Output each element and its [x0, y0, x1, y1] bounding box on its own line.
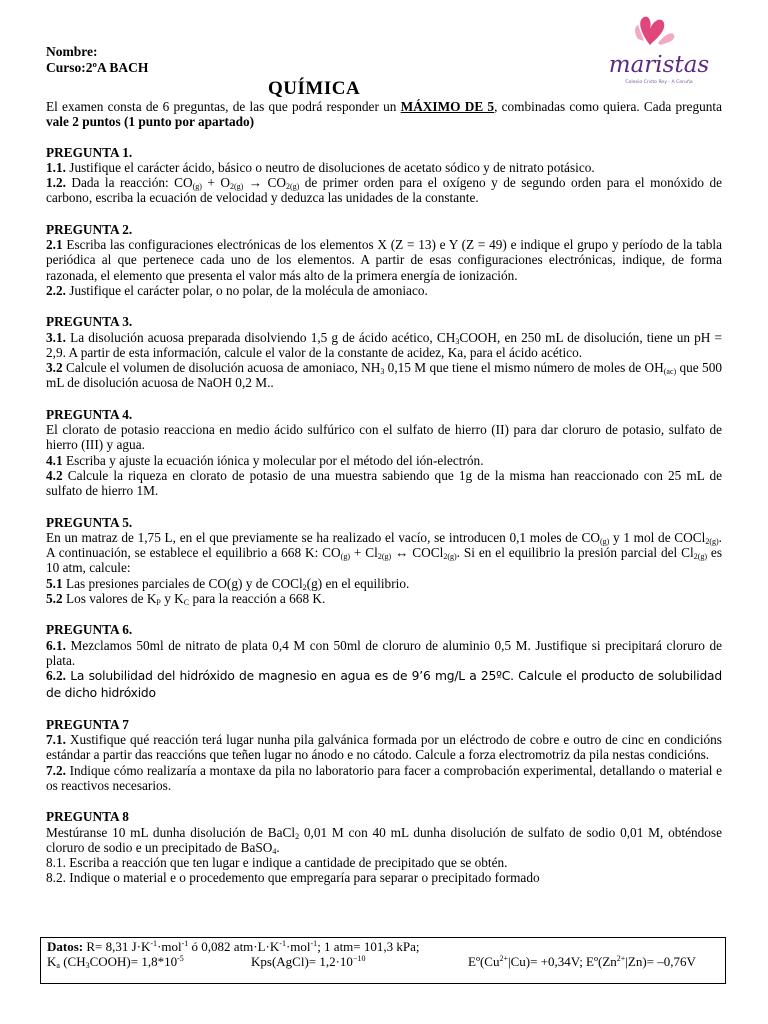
question-2-title: PREGUNTA 2. — [46, 221, 133, 237]
q3-1-number: 3.1. — [46, 329, 66, 345]
question-2-1 — [46, 237, 722, 283]
question-8-2: 8.2. Indique o material e o procedemento que empregaría para separar o precipitado formado — [46, 870, 540, 886]
question-6-2 — [46, 668, 722, 701]
q3-2-text-c: que 500 mL de disolución acuosa de NaOH 0,2 M.. — [46, 360, 722, 391]
data-label: Datos: — [47, 939, 84, 954]
q1-2-text-a: Dada la reacción: CO — [65, 175, 193, 191]
r-constant-d: ·mol — [285, 939, 311, 954]
q7-1-number: 7.1. — [46, 732, 66, 748]
r-sup1: -1 — [150, 939, 158, 948]
q2-1-text: Escriba las configuraciones electrónicas de los elementos X (Z = 13) e Y (Z = 49) e indique el grupo y período de la tabla periódica al que pertenece cada uno de los elementos. A partir de esas configuraciones electrónicas, indique, de forma razonada, el elemento que presenta el valor más alto de la primera energía de ionización. — [46, 237, 722, 283]
q1-1-text: Justifique el carácter ácido, básico o neutro de disoluciones de acetato sódico y de nitrato potásico. — [65, 159, 595, 175]
nombre-label: Nombre: — [46, 44, 98, 59]
r-sup3: -1 — [279, 939, 286, 948]
q4-2-text: Calcule la riqueza en clorato de potasio de una muestra sabiendo que 1g de la misma han reaccionado con 25 mL de sulfato de hierro 1M. — [46, 467, 722, 499]
q5-text-a: En un matraz de 1,75 L, en el que previamente se ha realizado el vacío, se introducen 0,1 moles de CO — [46, 529, 600, 545]
q8-text-a: Mestúranse 10 mL dunha disolución de BaCl — [46, 824, 296, 840]
q1-2-number: 1.2. — [46, 175, 66, 191]
e-sup2: 2+ — [616, 954, 626, 963]
kps-a: Kps(AgCl)= 1,2·10 — [251, 954, 353, 969]
q5-text-d: + Cl — [349, 545, 378, 561]
q7-2-number: 7.2. — [46, 762, 66, 778]
q5-2-text-a: Los valores de K — [62, 591, 157, 607]
q5-text-g: es 10 atm, calcule: — [46, 545, 722, 576]
q5-2-sub2: C — [183, 598, 190, 608]
data-row-constants — [47, 939, 719, 954]
q5-sub2: 2(g) — [705, 536, 719, 546]
maristas-logo — [598, 13, 720, 93]
q2-1-number: 2.1 — [46, 237, 63, 253]
q3-2-text-a: Calcule el volumen de disolución acuosa de amoniaco, NH — [62, 360, 381, 376]
q6-1-text: Mezclamos 50ml de nitrato de plata 0,4 M con 50ml de cloruro de aluminio 0,5 M. Justifique si precipitará cloruro de plata. — [46, 637, 722, 668]
q5-1-text-a: Las presiones parciales de CO(g) y de COCl — [62, 575, 303, 591]
e-b: |Cu)= +0,34V; Eº(Zn — [508, 954, 617, 969]
curso-label: Curso:2ºA BACH — [46, 60, 149, 75]
kps-sup: −10 — [352, 954, 366, 963]
q1-2-sub3: 2(g) — [286, 182, 300, 192]
r-sup4: -1 — [310, 939, 318, 948]
q6-2-number: 6.2. — [46, 668, 66, 684]
question-4-2 — [46, 468, 722, 499]
intro-max: MÁXIMO DE 5 — [400, 99, 495, 114]
q5-text-e: COCl — [412, 545, 444, 561]
equilibrium-arrow-icon: ↔ — [391, 545, 413, 561]
q1-2-sub1: (g) — [192, 182, 202, 192]
q5-sub4: 2(g) — [377, 552, 392, 562]
question-5-intro — [46, 530, 722, 576]
question-8-title: PREGUNTA 8 — [46, 809, 129, 825]
q3-1-text-b: COOH, en 250 mL de disolución, tiene un pH = 2,9. A partir de esta información, calcule el valor de la constante de acidez, Ka, para el ácido acético. — [46, 329, 722, 360]
q6-2-text: La solubilidad del hidróxido de magnesio en agua es de 9’6 mg/L a 25ºC. Calcule el producto de solubilidad de dicho hidróxido — [46, 669, 722, 700]
r-constant-a: R= 8,31 J·K — [83, 939, 151, 954]
question-5-title: PREGUNTA 5. — [46, 514, 133, 530]
q2-2-number: 2.2. — [46, 282, 66, 298]
r-constant-b: ·mol — [157, 939, 182, 954]
q3-2-sub2: (ac) — [663, 367, 677, 377]
question-7-2 — [46, 763, 722, 794]
q5-1-text-b: (g) en el equilibrio. — [306, 575, 410, 591]
e-c: |Zn)= –0,76V — [625, 954, 696, 969]
ka-sup: -5 — [177, 954, 184, 963]
r-constant-e: ; 1 atm= 101,3 kPa; — [317, 939, 420, 954]
question-8-intro — [46, 825, 722, 856]
question-3-title: PREGUNTA 3. — [46, 314, 133, 330]
student-header — [46, 44, 148, 76]
q5-text-b: y 1 mol de COCl — [609, 529, 706, 545]
q2-2-text: Justifique el carácter polar, o no polar, de la molécula de amoniaco. — [65, 282, 428, 298]
q8-text-b: 0,01 M con 40 mL dunha disolución de sulfato de sodio 0,01 M, obténdose cloruro de sodio e un precipitado de BaSO — [46, 824, 722, 855]
q5-2-text-c: para la reacción a 668 K. — [189, 591, 326, 607]
redox-potentials — [468, 954, 696, 969]
instructions — [46, 99, 722, 130]
question-5-1 — [46, 576, 722, 591]
reaction-arrow-icon: → — [243, 175, 268, 191]
q4-1-text: Escriba y ajuste la ecuación iónica y molecular por el método del ión-electrón. — [62, 452, 484, 468]
q1-2-text-c: CO — [267, 175, 286, 191]
q4-1-number: 4.1 — [46, 452, 63, 468]
ka-sub: a — [56, 961, 60, 970]
ka-value — [47, 954, 184, 969]
q5-2-text-b: y K — [160, 591, 184, 607]
data-row-equilibria — [47, 954, 719, 969]
question-1-2 — [46, 175, 722, 206]
q8-sub1: 2 — [295, 831, 300, 841]
e-a: Eº(Cu — [468, 954, 500, 969]
question-1-1 — [46, 160, 722, 175]
question-8-1: 8.1. Escriba a reacción que ten lugar e indique a cantidade de precipitado que se obtén. — [46, 855, 508, 871]
q5-sub6: 2(g) — [693, 552, 708, 562]
q1-2-text-d: de primer orden para el oxígeno y de segundo orden para el monóxido de carbono, escriba la ecuación de velocidad y deduzca las unidades de la constante. — [46, 175, 723, 206]
q3-2-text-b: 0,15 M que tiene el mismo número de moles de OH — [384, 360, 664, 376]
q5-text-f: . Si en el equilibrio la presión parcial del Cl — [456, 545, 694, 561]
kps-value — [251, 954, 365, 969]
intro-text-2: , combinadas como quiera. Cada pregunta — [494, 99, 723, 114]
maristas-logo-image — [598, 13, 720, 93]
intro-points: vale 2 puntos (1 punto por apartado) — [46, 114, 255, 130]
q5-sub5: 2(g) — [443, 552, 457, 562]
question-7-1 — [46, 732, 722, 763]
q4-2-number: 4.2 — [46, 467, 63, 483]
r-constant-c: ó 0,082 atm·L·K — [188, 939, 280, 954]
q1-2-text-b: + O — [201, 175, 230, 191]
question-1-title: PREGUNTA 1. — [46, 144, 133, 160]
q3-2-number: 3.2 — [46, 360, 63, 376]
question-5-2 — [46, 591, 722, 606]
question-4-title: PREGUNTA 4. — [46, 406, 133, 422]
question-3-2 — [46, 360, 722, 391]
page-title: QUÍMICA — [268, 78, 361, 99]
question-4-1 — [46, 453, 722, 468]
q7-2-text: Indique cómo realizaría a montaxe da pila no laboratorio para facer a comprobación experimental, detallando o material e os reactivos necesarios. — [46, 762, 722, 793]
q7-1-text: Xustifique qué reacción terá lugar nunha pila galvánica formada por un eléctrodo de cobre e outro de cinc en condicións estándar a partir das reaccións que teñen lugar no ánodo e no cátodo. Calcule a forza electromotriz da pila nestas condicións. — [46, 732, 722, 763]
question-6-title: PREGUNTA 6. — [46, 622, 133, 638]
q8-sub2: 4 — [272, 846, 277, 856]
question-6-1 — [46, 638, 722, 669]
q6-1-number: 6.1. — [46, 637, 66, 653]
q5-1-sub: 2 — [302, 582, 307, 592]
question-7-title: PREGUNTA 7 — [46, 716, 129, 732]
q5-2-sub1: P — [156, 598, 161, 608]
q1-1-number: 1.1. — [46, 159, 66, 175]
ka-a: K — [47, 954, 57, 969]
logo-wordmark: maristas — [608, 52, 710, 78]
q5-sub3: (g) — [340, 552, 350, 562]
ka-b: (CH — [59, 954, 86, 969]
logo-subtext: Colexio Cristo Rey - A Coruña — [625, 80, 693, 85]
question-2-2 — [46, 283, 722, 298]
heart-accent-icon — [658, 33, 674, 45]
q1-2-sub2: 2(g) — [229, 182, 244, 192]
question-4-intro: El clorato de potasio reacciona en medio ácido sulfúrico con el sulfato de hierro (II) para dar cloruro de potasio, sulfato de hierro (III) y agua. — [46, 422, 722, 453]
ka-c: COOH)= 1,8*10 — [89, 954, 178, 969]
exam-content — [46, 99, 722, 886]
q5-1-number: 5.1 — [46, 575, 63, 591]
data-box — [40, 937, 726, 984]
q8-text-c: . — [276, 839, 280, 855]
q5-sub1: (g) — [599, 536, 610, 546]
intro-text-1: El examen consta de 6 preguntas, de las que podrá responder un — [46, 99, 401, 114]
q5-text-c: . A continuación, se establece el equilibrio a 668 K: CO — [46, 529, 722, 561]
r-sup2: -1 — [181, 939, 189, 948]
q3-1-text-a: La disolución acuosa preparada disolviendo 1,5 g de ácido acético, CH — [65, 329, 456, 345]
q3-1-sub: 3 — [455, 336, 460, 346]
e-sup1: 2+ — [499, 954, 508, 963]
q5-2-number: 5.2 — [46, 591, 63, 607]
q3-2-sub1: 3 — [380, 367, 385, 377]
question-3-1 — [46, 330, 722, 361]
ka-sub2: 3 — [85, 961, 90, 970]
